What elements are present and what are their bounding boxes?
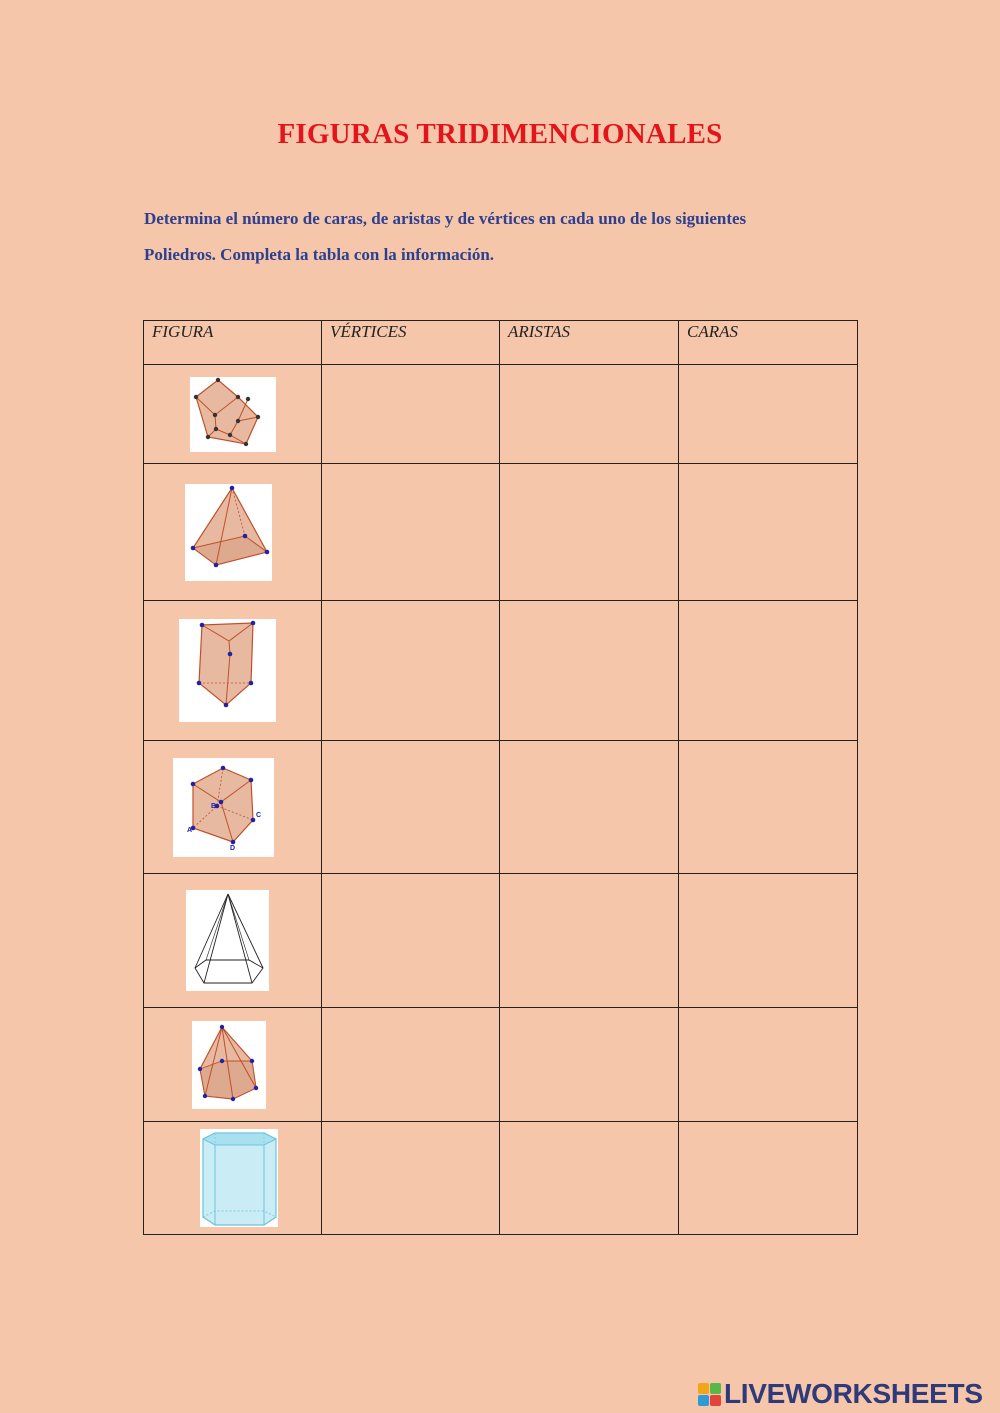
edges-cell[interactable] (500, 741, 679, 874)
vertices-cell[interactable] (322, 365, 500, 464)
edges-cell[interactable] (500, 464, 679, 601)
vertices-cell[interactable] (322, 741, 500, 874)
header-vertices: VÉRTICES (322, 321, 500, 365)
vertices-cell[interactable] (322, 464, 500, 601)
instructions-line-2: Poliedros. Completa la tabla con la información. (144, 245, 495, 264)
polyhedra-table (143, 320, 858, 1235)
edges-cell[interactable] (500, 874, 679, 1008)
table-row (144, 365, 858, 464)
vertices-cell[interactable] (322, 1008, 500, 1122)
figure-cell (144, 601, 322, 741)
header-figura: FIGURA (144, 321, 322, 365)
triangular-prism-image (179, 619, 276, 722)
liveworksheets-logo-icon (698, 1383, 721, 1406)
figure-cell (144, 464, 322, 601)
faces-cell[interactable] (679, 1122, 858, 1235)
cube-label-d: D (230, 844, 236, 852)
faces-cell[interactable] (679, 365, 858, 464)
table-row (144, 741, 858, 874)
table-row (144, 1008, 858, 1122)
edges-cell[interactable] (500, 601, 679, 741)
faces-cell[interactable] (679, 1008, 858, 1122)
hexagonal-prism-image (200, 1129, 278, 1227)
header-caras: CARAS (679, 321, 858, 365)
vertices-cell[interactable] (322, 601, 500, 741)
faces-cell[interactable] (679, 601, 858, 741)
table-row (144, 874, 858, 1008)
vertices-cell[interactable] (322, 1122, 500, 1235)
liveworksheets-logo (698, 1378, 983, 1410)
table-row (144, 601, 858, 741)
page-title: FIGURAS TRIDIMENCIONALES (277, 118, 723, 150)
table-header-row (144, 321, 858, 365)
cube-image (173, 758, 274, 857)
faces-cell[interactable] (679, 874, 858, 1008)
figure-cell (144, 1008, 322, 1122)
faces-cell[interactable] (679, 741, 858, 874)
figure-cell (144, 741, 322, 874)
cube-label-c: C (256, 811, 262, 819)
instructions-line-1: Determina el número de caras, de aristas y de vértices en cada uno de los siguientes (144, 209, 747, 228)
edges-cell[interactable] (500, 1122, 679, 1235)
truncated-solid-image (190, 377, 276, 452)
liveworksheets-brand-text: LIVEWORKSHEETS (724, 1378, 983, 1409)
cube-label-a: A (187, 826, 193, 834)
hexagonal-pyramid-image (186, 890, 269, 991)
header-aristas: ARISTAS (500, 321, 679, 365)
figure-cell (144, 874, 322, 1008)
table-row (144, 464, 858, 601)
figure-cell (144, 1122, 322, 1235)
figure-cell (144, 365, 322, 464)
faces-cell[interactable] (679, 464, 858, 601)
table-row (144, 1122, 858, 1235)
square-pyramid-image (185, 484, 272, 581)
edges-cell[interactable] (500, 365, 679, 464)
pentagonal-pyramid-image (192, 1021, 266, 1109)
cube-label-b: B (211, 802, 217, 810)
edges-cell[interactable] (500, 1008, 679, 1122)
vertices-cell[interactable] (322, 874, 500, 1008)
